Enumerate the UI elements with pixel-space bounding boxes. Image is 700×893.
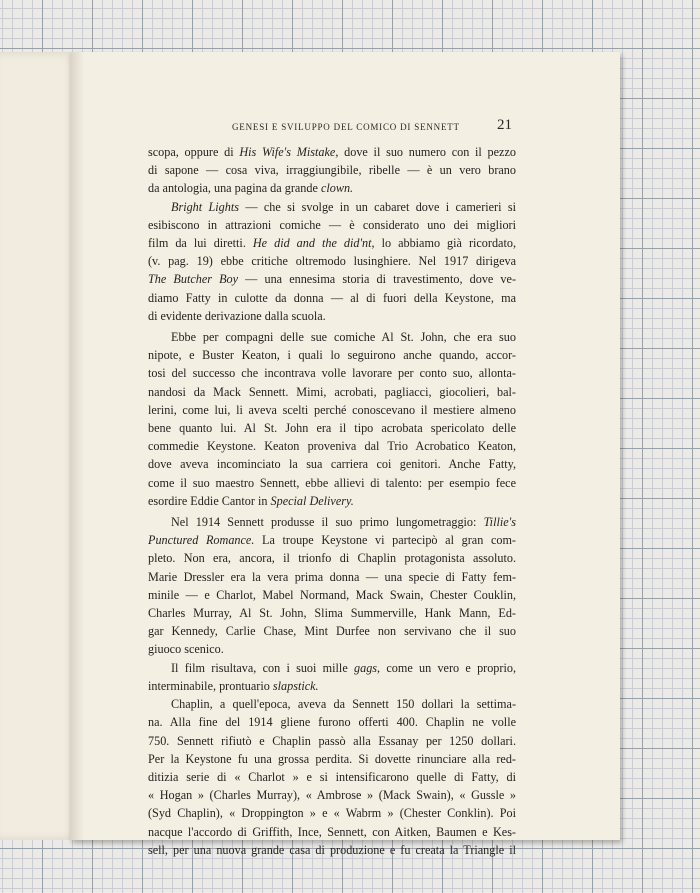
text-line: dove aveva incominciato la sua carriera coi genitori. Anche Fatty, [148,457,516,472]
text-line: « Hogan » (Charles Murray), « Ambrose » (Mack Swain), « Gussle » [148,788,516,803]
paragraph [148,695,516,859]
paragraph [148,198,516,325]
text-line: di evidente derivazione dalla scuola. [148,308,326,323]
text-line: nandosi da Mack Sennett. Mimi, acrobati, pagliacci, giocolieri, bal- [148,384,516,399]
text-line: diamo Fatty in culotte da donna — al di fuori della Keystone, ma [148,290,516,305]
text-line: minile — e Charlot, Mabel Normand, Mack Swain, Chester Couklin, [148,587,516,602]
text-line: The Butcher Boy — una ennesima storia di travestimento, dove ve- [148,272,516,287]
text-line: Charles Murray, Al St. John, Slima Summerville, Hank Mann, Ed- [148,606,516,621]
text-line: (v. pag. 19) ebbe critiche oltremodo lusinghiere. Nel 1917 dirigeva [148,254,516,269]
text-line: na. Alla fine del 1914 gliene furono offerti 400. Chaplin ne volle [148,715,516,730]
text-line: giuoco scenico. [148,642,224,657]
text-line: come il suo maestro Sennett, ebbe allievi di talento: per esempio fece [148,475,516,490]
text-line: tosi del successo che incontrava volle lavorare per conto suo, allonta- [148,366,516,381]
text-line: Chaplin, a quell'epoca, aveva da Sennett 150 dollari la settima- [171,697,516,712]
text-line: da antologia, una pagina da grande clown. [148,181,354,196]
text-line: esordire Eddie Cantor in Special Delivery. [148,493,354,508]
text-line: lerini, come lui, li aveva scelti perché conoscevano il mestiere almeno [148,402,516,417]
text-line: commedie Keystone. Keaton proveniva dal Trio Acrobatico Keaton, [148,439,516,454]
paragraph [148,328,516,510]
paragraph [148,143,516,198]
body-text [148,143,516,859]
text-line: 750. Sennett rifiutò e Chaplin passò alla Essanay per 1250 dollari. [148,733,516,748]
text-line: sell, per una nuova grande casa di produzione e fu creata la Triangle il [148,842,516,857]
text-line: Punctured Romance. La troupe Keystone vi partecipò al gran com- [148,533,516,548]
text-line: pleto. Non era, ancora, il trionfo di Chaplin protagonista assoluto. [148,551,516,566]
text-line: esibiscono in attrazioni comiche — è considerato uno dei migliori [148,217,516,232]
running-head: GENESI E SVILUPPO DEL COMICO DI SENNETT [232,122,460,132]
text-line: Nel 1914 Sennett produsse il suo primo lungometraggio: Tillie's [171,515,516,530]
text-line: Bright Lights — che si svolge in un cabaret dove i camerieri si [171,199,516,214]
left-page [0,52,78,840]
text-line: nipote, e Buster Keaton, i quali lo seguirono anche quando, accor- [148,348,516,363]
text-line: ditizia serie di « Charlot » e si intensificarono quelle di Fatty, di [148,769,516,784]
text-line: (Syd Chaplin), « Droppington » e « Wabrm » (Chester Conklin). Poi [148,806,516,821]
text-line: di sapone — cosa viva, irraggiungibile, ribelle — è un vero brano [148,163,516,178]
page-number: 21 [497,117,512,133]
paragraph [148,513,516,659]
book-gutter-shadow [70,52,84,840]
paragraph [148,659,516,695]
text-line: gar Kennedy, Carlie Chase, Mint Durfee non servivano che il suo [148,624,516,639]
text-line: Ebbe per compagni delle sue comiche Al St. John, che era suo [171,330,516,345]
text-line: scopa, oppure di His Wife's Mistake, dove il suo numero con il pezzo [148,145,516,159]
text-line: nacque l'accordo di Griffith, Ince, Sennett, con Aitken, Baumen e Kes- [148,824,516,839]
text-line: Marie Dressler era la vera prima donna — una specie di Fatty fem- [148,569,516,584]
text-line: film da lui diretti. He did and the did'nt, lo abbiamo già ricordato, [148,236,516,251]
text-line: bene quanto lui. Al St. John era il tipo acrobata spericolato delle [148,421,516,436]
text-line: Il film risultava, con i suoi mille gags, come un vero e proprio, [171,660,516,675]
text-line: interminabile, prontuario slapstick. [148,678,319,693]
text-line: Per la Keystone fu una grossa perdita. Si dovette rinunciare alla red- [148,751,516,766]
